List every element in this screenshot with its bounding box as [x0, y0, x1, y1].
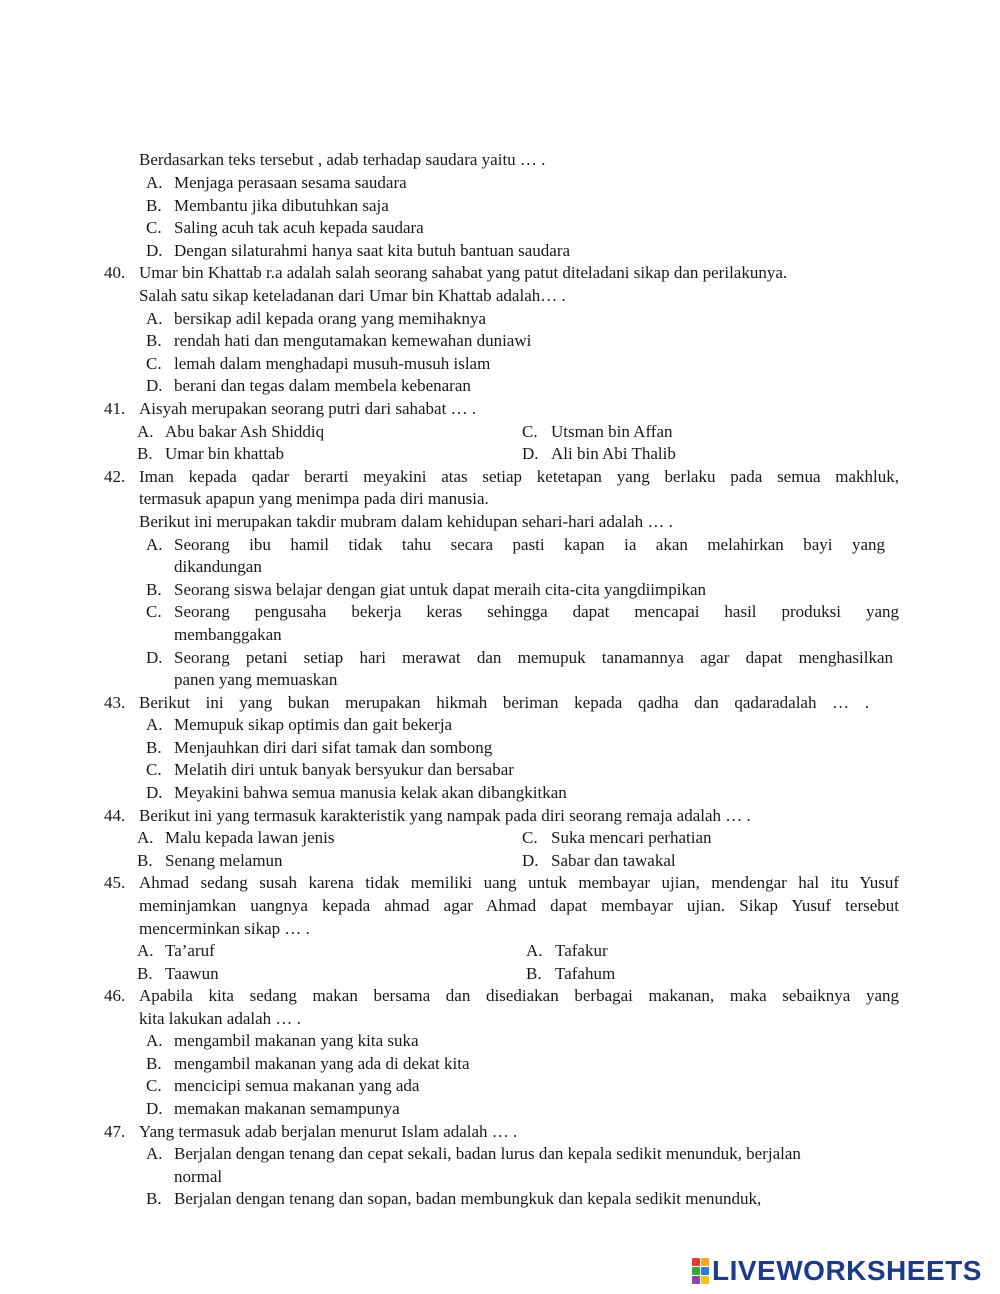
q45-option-2-letter: A.	[526, 941, 543, 960]
q44-stem: Berikut ini yang termasuk karakteristik yang nampak pada diri seorang remaja adalah … .	[139, 806, 751, 825]
q41-option-a-letter: A.	[137, 422, 154, 441]
q45-stem-line1: Ahmad sedang susah karena tidak memiliki uang untuk membayar ujian, mendengar hal itu Yusuf	[139, 873, 899, 892]
q39-option-a-letter: A.	[146, 173, 163, 192]
q45-stem-line3: mencerminkan sikap … .	[139, 919, 310, 938]
q43-number: 43.	[104, 693, 126, 712]
q44-number: 44.	[104, 806, 126, 825]
q47-option-a-line1: Berjalan dengan tenang dan cepat sekali, badan lurus dan kepala sedikit menunduk, berjalan	[174, 1144, 801, 1163]
q41-option-c: Utsman bin Affan	[551, 422, 673, 441]
q46-option-d-letter: D.	[146, 1099, 163, 1118]
q41-option-d: Ali bin Abi Thalib	[551, 444, 676, 463]
q44-option-b-letter: B.	[137, 851, 153, 870]
q42-option-d-line2: panen yang memuaskan	[174, 670, 338, 689]
logo-square-1	[692, 1258, 700, 1266]
q43-stem: Berikut ini yang bukan merupakan hikmah beriman kepada qadha dan qadaradalah … .	[139, 693, 869, 712]
q44-option-b: Senang melamun	[165, 851, 283, 870]
q45-option-1-letter: A.	[137, 941, 154, 960]
q39-option-b: Membantu jika dibutuhkan saja	[174, 196, 389, 215]
logo-square-5	[692, 1276, 700, 1284]
q47-option-b-line1: Berjalan dengan tenang dan sopan, badan membungkuk dan kepala sedikit menunduk,	[174, 1189, 762, 1208]
q47-option-a-line2: normal	[174, 1167, 223, 1186]
q41-option-c-letter: C.	[522, 422, 538, 441]
liveworksheets-brand-text: LIVEWORKSHEETS	[712, 1255, 982, 1286]
q45-option-4-letter: B.	[526, 964, 542, 983]
q39-option-c-letter: C.	[146, 218, 162, 237]
q44-option-a-letter: A.	[137, 828, 154, 847]
q42-option-a-line2: dikandungan	[174, 557, 262, 576]
q44-option-a: Malu kepada lawan jenis	[165, 828, 335, 847]
liveworksheets-logo-icon	[692, 1258, 709, 1284]
q42-number: 42.	[104, 467, 126, 486]
q42-stem-line2: termasuk apapun yang menimpa pada diri manusia.	[139, 489, 489, 508]
q44-option-c: Suka mencari perhatian	[551, 828, 712, 847]
q42-option-c-line2: membanggakan	[174, 625, 282, 644]
q46-stem-line1: Apabila kita sedang makan bersama dan disediakan berbagai makanan, maka sebaiknya yang	[139, 986, 899, 1005]
q46-option-a-letter: A.	[146, 1031, 163, 1050]
q43-option-c-letter: C.	[146, 760, 162, 779]
q42-option-c-letter: C.	[146, 602, 162, 621]
q40-option-a-letter: A.	[146, 309, 163, 328]
q43-option-d: Meyakini bahwa semua manusia kelak akan dibangkitkan	[174, 783, 567, 802]
q45-option-2: Tafakur	[555, 941, 608, 960]
q40-option-c-letter: C.	[146, 354, 162, 373]
q45-option-3: Taawun	[165, 964, 219, 983]
q40-option-d-letter: D.	[146, 376, 163, 395]
q39-option-a: Menjaga perasaan sesama saudara	[174, 173, 407, 192]
q41-option-d-letter: D.	[522, 444, 539, 463]
liveworksheets-logo[interactable]	[692, 1256, 982, 1286]
q40-option-b-letter: B.	[146, 331, 162, 350]
q42-option-d-line1: Seorang petani setiap hari merawat dan memupuk tanamannya agar dapat menghasilkan	[174, 648, 893, 667]
q40-option-a: bersikap adil kepada orang yang memihaknya	[174, 309, 487, 328]
q42-option-b-line1: Seorang siswa belajar dengan giat untuk dapat meraih cita-cita yangdiimpikan	[174, 580, 707, 599]
q46-option-b: mengambil makanan yang ada di dekat kita	[174, 1054, 470, 1073]
logo-square-6	[701, 1276, 709, 1284]
q43-option-d-letter: D.	[146, 783, 163, 802]
q43-option-b-letter: B.	[146, 738, 162, 757]
q43-option-c: Melatih diri untuk banyak bersyukur dan bersabar	[174, 760, 514, 779]
q39-option-c: Saling acuh tak acuh kepada saudara	[174, 218, 424, 237]
logo-square-3	[692, 1267, 700, 1275]
q42-stem-line3: Berikut ini merupakan takdir mubram dalam kehidupan sehari-hari adalah … .	[139, 512, 673, 531]
q46-stem-line2: kita lakukan adalah … .	[139, 1009, 301, 1028]
q40-option-d: berani dan tegas dalam membela kebenaran	[174, 376, 471, 395]
q41-stem: Aisyah merupakan seorang putri dari sahabat … .	[139, 399, 477, 418]
q47-stem: Yang termasuk adab berjalan menurut Islam adalah … .	[139, 1122, 518, 1141]
q46-option-c-letter: C.	[146, 1076, 162, 1095]
q42-option-b-letter: B.	[146, 580, 162, 599]
q39-option-d-letter: D.	[146, 241, 163, 260]
q43-option-b: Menjauhkan diri dari sifat tamak dan sombong	[174, 738, 493, 757]
q42-stem-line1: Iman kepada qadar berarti meyakini atas setiap ketetapan yang berlaku pada semua makhluk,	[139, 467, 899, 486]
q43-option-a-letter: A.	[146, 715, 163, 734]
q40-stem-line2: Salah satu sikap keteladanan dari Umar bin Khattab adalah… .	[139, 286, 566, 305]
q41-option-a: Abu bakar Ash Shiddiq	[165, 422, 325, 441]
q40-option-b: rendah hati dan mengutamakan kemewahan duniawi	[174, 331, 532, 350]
q42-option-a-letter: A.	[146, 535, 163, 554]
q46-option-a: mengambil makanan yang kita suka	[174, 1031, 419, 1050]
q39-stem: Berdasarkan teks tersebut , adab terhadap saudara yaitu … .	[139, 150, 546, 169]
q41-number: 41.	[104, 399, 126, 418]
q45-number: 45.	[104, 873, 126, 892]
q40-stem-line1: Umar bin Khattab r.a adalah salah seorang sahabat yang patut diteladani sikap dan perilakunya.	[139, 263, 788, 282]
q42-option-d-letter: D.	[146, 648, 163, 667]
q44-option-d-letter: D.	[522, 851, 539, 870]
logo-square-2	[701, 1258, 709, 1266]
q45-option-3-letter: B.	[137, 964, 153, 983]
q42-option-c-line1: Seorang pengusaha bekerja keras sehingga dapat mencapai hasil produksi yang	[174, 602, 899, 621]
q44-option-c-letter: C.	[522, 828, 538, 847]
q41-option-b: Umar bin khattab	[165, 444, 284, 463]
q41-option-b-letter: B.	[137, 444, 153, 463]
q42-option-a-line1: Seorang ibu hamil tidak tahu secara pasti kapan ia akan melahirkan bayi yang	[174, 535, 885, 554]
q39-option-d: Dengan silaturahmi hanya saat kita butuh bantuan saudara	[174, 241, 571, 260]
q43-option-a: Memupuk sikap optimis dan gait bekerja	[174, 715, 453, 734]
q40-number: 40.	[104, 263, 126, 282]
q40-option-c: lemah dalam menghadapi musuh-musuh islam	[174, 354, 491, 373]
q46-number: 46.	[104, 986, 126, 1005]
q44-option-d: Sabar dan tawakal	[551, 851, 676, 870]
q45-option-1: Ta’aruf	[165, 941, 215, 960]
q45-option-4: Tafahum	[555, 964, 616, 983]
q46-option-c: mencicipi semua makanan yang ada	[174, 1076, 420, 1095]
q45-stem-line2: meminjamkan uangnya kepada ahmad agar Ahmad dapat membayar ujian. Sikap Yusuf tersebut	[139, 896, 899, 915]
logo-square-4	[701, 1267, 709, 1275]
q47-option-a-letter: A.	[146, 1144, 163, 1163]
q46-option-b-letter: B.	[146, 1054, 162, 1073]
q47-number: 47.	[104, 1122, 126, 1141]
q39-option-b-letter: B.	[146, 196, 162, 215]
q46-option-d: memakan makanan semampunya	[174, 1099, 400, 1118]
q47-option-b-letter: B.	[146, 1189, 162, 1208]
